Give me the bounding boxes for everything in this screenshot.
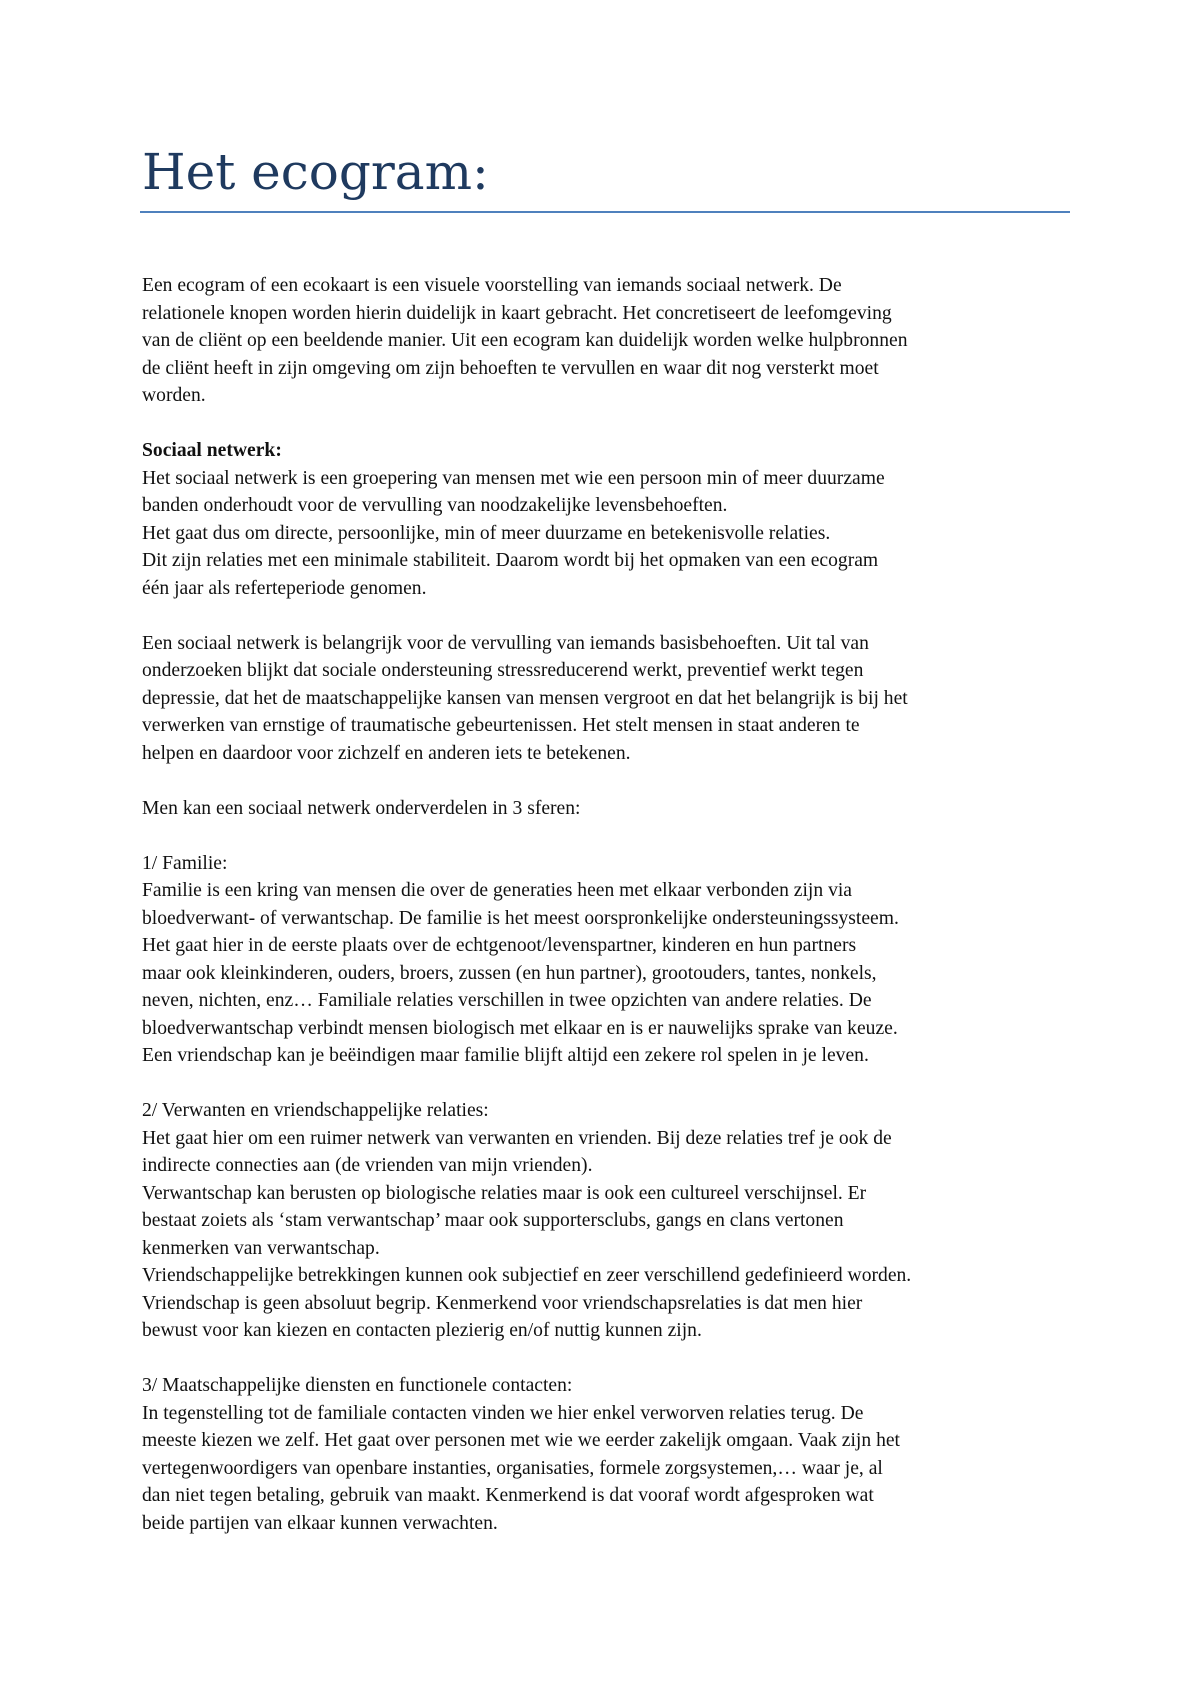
paragraph bbox=[142, 850, 1077, 1070]
paragraph bbox=[142, 1097, 1077, 1345]
text-line: helpen en daardoor voor zichzelf en anderen iets te betekenen. bbox=[142, 742, 631, 764]
section-heading: Sociaal netwerk: bbox=[142, 440, 282, 461]
text-line: vertegenwoordigers van openbare instanties, organisaties, formele zorgsystemen,… waar je, al bbox=[142, 1457, 883, 1479]
text-line: onderzoeken blijkt dat sociale ondersteuning stressreducerend werkt, preventief werkt tegen bbox=[142, 660, 864, 681]
text-line: Het gaat hier in de eerste plaats over de echtgenoot/levenspartner, kinderen en hun partners bbox=[142, 935, 857, 956]
text-line: relationele knopen worden hierin duidelijk in kaart gebracht. Het concretiseert de leefomgeving bbox=[142, 302, 892, 324]
text-line: Een sociaal netwerk is belangrijk voor de vervulling van iemands basisbehoeften. Uit tal van bbox=[142, 632, 869, 654]
text-line: 3/ Maatschappelijke diensten en functionele contacten: bbox=[142, 1375, 573, 1396]
text-line: depressie, dat het de maatschappelijke kansen van mensen vergroot en dat het belangrijk is bij het bbox=[142, 687, 908, 709]
text-line: meeste kiezen we zelf. Het gaat over personen met wie we eerder zakelijk omgaan. Vaak zijn het bbox=[142, 1430, 901, 1451]
text-line: Vriendschappelijke betrekkingen kunnen ook subjectief en zeer verschillend gedefinieerd worden. bbox=[142, 1265, 912, 1286]
text-line: banden onderhoudt voor de vervulling van noodzakelijke levensbehoeften. bbox=[142, 495, 728, 516]
text-line: de cliënt heeft in zijn omgeving om zijn behoeften te vervullen en waar dit nog versterkt moet bbox=[142, 357, 879, 379]
text-line: bloedverwantschap verbindt mensen biologisch met elkaar en is er nauwelijks sprake van keuze. bbox=[142, 1017, 898, 1039]
text-line: 2/ Verwanten en vriendschappelijke relaties: bbox=[142, 1100, 489, 1121]
text-line: worden. bbox=[142, 385, 206, 406]
text-line: Familie is een kring van mensen die over de generaties heen met elkaar verbonden zijn via bbox=[142, 880, 853, 901]
text-line: bloedverwant- of verwantschap. De familie is het meest oorspronkelijke ondersteuningssysteem. bbox=[142, 907, 899, 929]
text-line: Een ecogram of een ecokaart is een visuele voorstelling van iemands sociaal netwerk. De bbox=[142, 275, 842, 296]
text-line: Het gaat dus om directe, persoonlijke, min of meer duurzame en betekenisvolle relaties. bbox=[142, 522, 831, 544]
text-line: van de cliënt op een beeldende manier. Uit een ecogram kan duidelijk worden welke hulpbronnen bbox=[142, 330, 908, 351]
text-line: 1/ Familie: bbox=[142, 852, 228, 874]
page-title: Het ecogram: bbox=[142, 143, 489, 201]
document-body bbox=[142, 272, 1077, 1537]
paragraph bbox=[142, 272, 1077, 410]
text-line: neven, nichten, enz… Familiale relaties verschillen in twee opzichten van andere relaties. De bbox=[142, 990, 872, 1011]
text-line: Het sociaal netwerk is een groepering van mensen met wie een persoon min of meer duurzame bbox=[142, 467, 885, 489]
text-line: In tegenstelling tot de familiale contacten vinden we hier enkel verworven relaties terug. De bbox=[142, 1402, 864, 1424]
text-line: Het gaat hier om een ruimer netwerk van verwanten en vrienden. Bij deze relaties tref je ook de bbox=[142, 1127, 892, 1149]
text-line: één jaar als referteperiode genomen. bbox=[142, 577, 427, 599]
paragraph bbox=[142, 795, 1077, 823]
paragraph bbox=[142, 1372, 1077, 1537]
text-line: bewust voor kan kiezen en contacten plezierig en/of nuttig kunnen zijn. bbox=[142, 1320, 702, 1341]
text-line: maar ook kleinkinderen, ouders, broers, zussen (en hun partner), grootouders, tantes, nonkels, bbox=[142, 962, 877, 984]
text-line: Vriendschap is geen absoluut begrip. Kenmerkend voor vriendschapsrelaties is dat men hier bbox=[142, 1292, 863, 1314]
text-line: kenmerken van verwantschap. bbox=[142, 1237, 380, 1259]
text-line: bestaat zoiets als ‘stam verwantschap’ maar ook supportersclubs, gangs en clans vertonen bbox=[142, 1210, 844, 1231]
paragraph bbox=[142, 630, 1077, 768]
text-line: Een vriendschap kan je beëindigen maar familie blijft altijd een zekere rol spelen in je leven. bbox=[142, 1045, 869, 1066]
text-line: Verwantschap kan berusten op biologische relaties maar is ook een cultureel verschijnsel. Er bbox=[142, 1182, 867, 1204]
text-line: dan niet tegen betaling, gebruik van maakt. Kenmerkend is dat vooraf wordt afgesproken wat bbox=[142, 1485, 874, 1506]
text-line: Dit zijn relaties met een minimale stabiliteit. Daarom wordt bij het opmaken van een ecogram bbox=[142, 550, 879, 571]
title-underline bbox=[140, 211, 1070, 213]
text-line: beide partijen van elkaar kunnen verwachten. bbox=[142, 1512, 498, 1534]
paragraph bbox=[142, 437, 1077, 602]
text-line: Men kan een sociaal netwerk onderverdelen in 3 sferen: bbox=[142, 797, 581, 819]
text-line: indirecte connecties aan (de vrienden van mijn vrienden). bbox=[142, 1155, 593, 1176]
text-line: verwerken van ernstige of traumatische gebeurtenissen. Het stelt mensen in staat anderen te bbox=[142, 715, 860, 736]
